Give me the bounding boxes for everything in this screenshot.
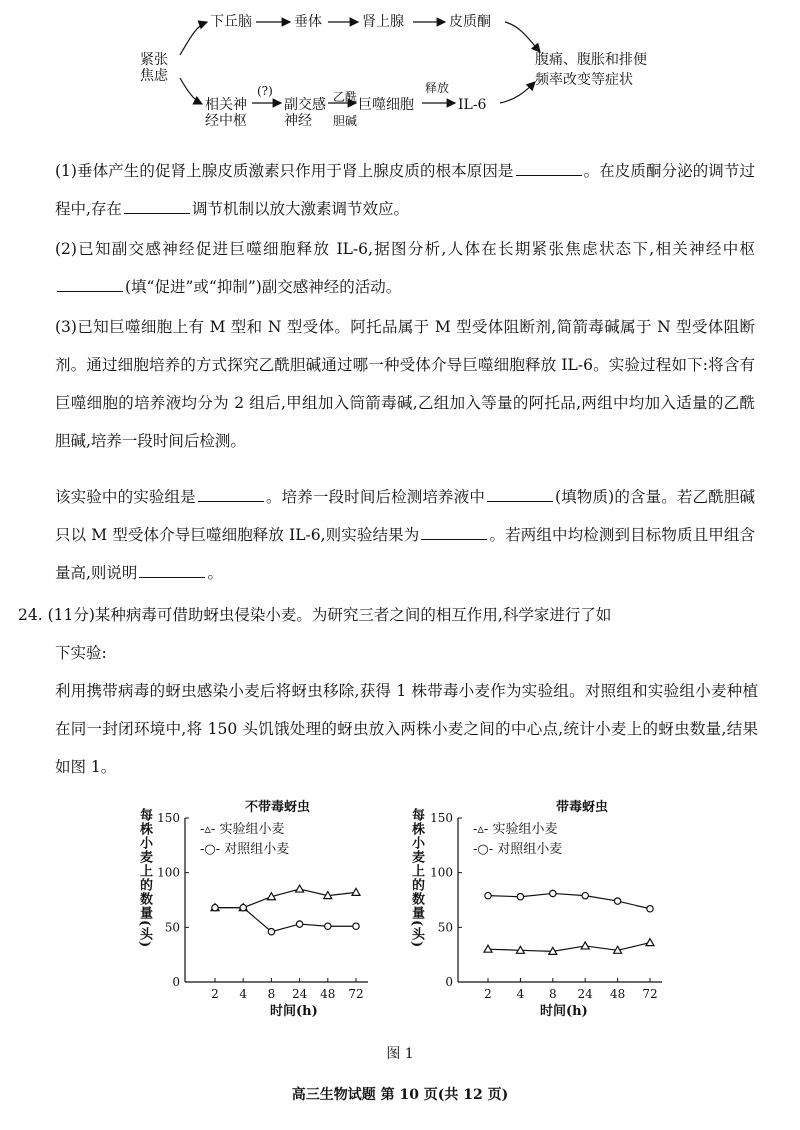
page-footer: 高三生物试题 第 10 页(共 12 页) (291, 1087, 509, 1103)
x-tick-label: 72 (642, 987, 658, 1001)
y-axis-label: 每株小麦上的数量(头) (409, 808, 424, 949)
q23-part1-text-c: 调节机制以放大激素调节效应。 (191, 200, 409, 218)
data-point-circle (614, 898, 620, 904)
q23-part4-text-e: 。 (207, 564, 223, 582)
q24-body: 利用携带病毒的蚜虫感染小麦后将蚜虫移除,获得 1 株带毒小麦作为实验组。对照组和实验组小麦种植在同一封闭环境中,将 150 头饥饿处理的蚜虫放入两株小麦之间的中心点,统计小麦上的蚜虫数量,结果如图 1。 (55, 682, 758, 776)
data-point-triangle (646, 939, 654, 946)
y-tick-label: 0 (172, 975, 180, 989)
node-hypothalamus: 下丘脑 (210, 14, 252, 30)
legend-label: 对照组小麦 (224, 842, 290, 857)
series-line-1 (488, 893, 650, 908)
node-pituitary: 垂体 (294, 14, 322, 30)
y-tick-label: 50 (164, 920, 180, 935)
node-neural-center: 相关神 经中枢 (205, 97, 247, 129)
y-tick-label: 0 (445, 975, 453, 989)
legend-label: 实验组小麦 (219, 822, 285, 837)
node-corticosterone: 皮质酮 (449, 14, 491, 30)
y-axis-label: 每株小麦上的数量(头) (137, 808, 152, 949)
node-source: 紧张 焦虑 (140, 52, 168, 84)
x-tick-label: 24 (577, 987, 593, 1001)
legend-label: 对照组小麦 (497, 842, 563, 857)
node-il6: IL-6 (458, 97, 487, 113)
q23-part1-text-b: 。在皮质酮分泌的调节过程中,存在 (55, 162, 755, 218)
data-point-circle (550, 890, 556, 896)
node-parasympathetic: 副交感 神经 (284, 97, 326, 129)
y-tick-label: 50 (437, 920, 453, 935)
x-axis-label: 时间(h) (540, 1004, 588, 1019)
legend-item-control: -○- 对照组小麦 (473, 842, 563, 857)
q24-heading: 24. (11分)某种病毒可借助蚜虫侵染小麦。为研究三者之间的相互作用,科学家进行了如 (18, 606, 612, 624)
q23-part2-text-b: (填“促进”或“抑制”)副交感神经的活动。 (125, 278, 402, 296)
node-macrophage: 巨噬细胞 (358, 97, 414, 113)
legend-item-experimental: -▵- 实验组小麦 (200, 822, 285, 837)
data-point-circle (647, 906, 653, 912)
node-effect: 腹痛、腹胀和排便 频率改变等症状 (535, 52, 647, 88)
data-point-triangle (581, 942, 589, 949)
y-tick-label: 100 (157, 865, 180, 880)
x-axis-label: 时间(h) (270, 1004, 318, 1019)
x-tick-label: 2 (484, 987, 492, 1001)
q23-part3-text: (3)已知巨噬细胞上有 M 型和 N 型受体。阿托品属于 M 型受体阻断剂,简箭毒碱属于 N 型受体阻断剂。通过细胞培养的方式探究乙酰胆碱通过哪一种受体介导巨噬细胞释放 IL-6。实验过程如下:将含有巨噬细胞的培养液均分为 2 组后,甲组加入筒箭毒碱,乙组加入等量的阿托品,两组中均加入适量的乙酰胆碱,培养一段时间后检测。 (55, 318, 755, 450)
figure-caption: 图 1 (386, 1046, 414, 1062)
legend-label: 实验组小麦 (492, 822, 558, 837)
chart-title: 带毒蚜虫 (556, 800, 609, 815)
q23-part2-text: (2)已知副交感神经促进巨噬细胞释放 IL-6,据图分析,人体在长期紧张焦虑状态下,相关神经中枢 (55, 240, 755, 258)
x-tick-label: 48 (609, 987, 626, 1001)
y-tick-label: 100 (430, 865, 453, 880)
x-tick-label: 8 (548, 987, 557, 1001)
arrow-label-release: 释放 (425, 81, 450, 95)
data-point-circle (517, 894, 523, 900)
node-adrenal: 肾上腺 (362, 14, 404, 30)
x-tick-label: 2 (211, 987, 219, 1001)
x-tick-label: 72 (348, 987, 364, 1001)
legend-item-control: -○- 对照组小麦 (200, 842, 290, 857)
data-point-circle (485, 892, 491, 898)
q23-part1-text: (1)垂体产生的促肾上腺皮质激素只作用于肾上腺皮质的根本原因是 (55, 162, 514, 180)
series-line-0 (488, 943, 650, 952)
arrow-label-unknown: (?) (257, 84, 273, 98)
legend-item-experimental: -▵- 实验组小麦 (473, 822, 558, 837)
x-tick-label: 24 (291, 987, 308, 1001)
y-tick-label: 150 (430, 811, 453, 825)
q23-part4-text-b: 。培养一段时间后检测培养液中 (265, 488, 485, 506)
q23-part4-text-d: 。若两组中均检测到目标物质且甲组含量高,则说明 (55, 526, 755, 582)
x-tick-label: 8 (267, 987, 276, 1001)
q24-heading-cont: 下实验: (55, 644, 107, 662)
arrow-label-acetylcholine: 乙酰 胆碱 (333, 90, 358, 128)
x-tick-label: 4 (239, 987, 248, 1001)
q23-part4-text-c: (填物质)的含量。若乙酰胆碱只以 M 型受体介导巨噬细胞释放 IL-6,则实验结果为 (55, 488, 755, 544)
x-tick-label: 4 (516, 987, 525, 1001)
y-tick-label: 150 (157, 811, 180, 825)
chart-title: 不带毒蚜虫 (245, 800, 311, 815)
q23-part4-text: 该实验中的实验组是 (55, 488, 196, 506)
data-point-circle (582, 892, 588, 898)
x-tick-label: 48 (320, 987, 336, 1001)
